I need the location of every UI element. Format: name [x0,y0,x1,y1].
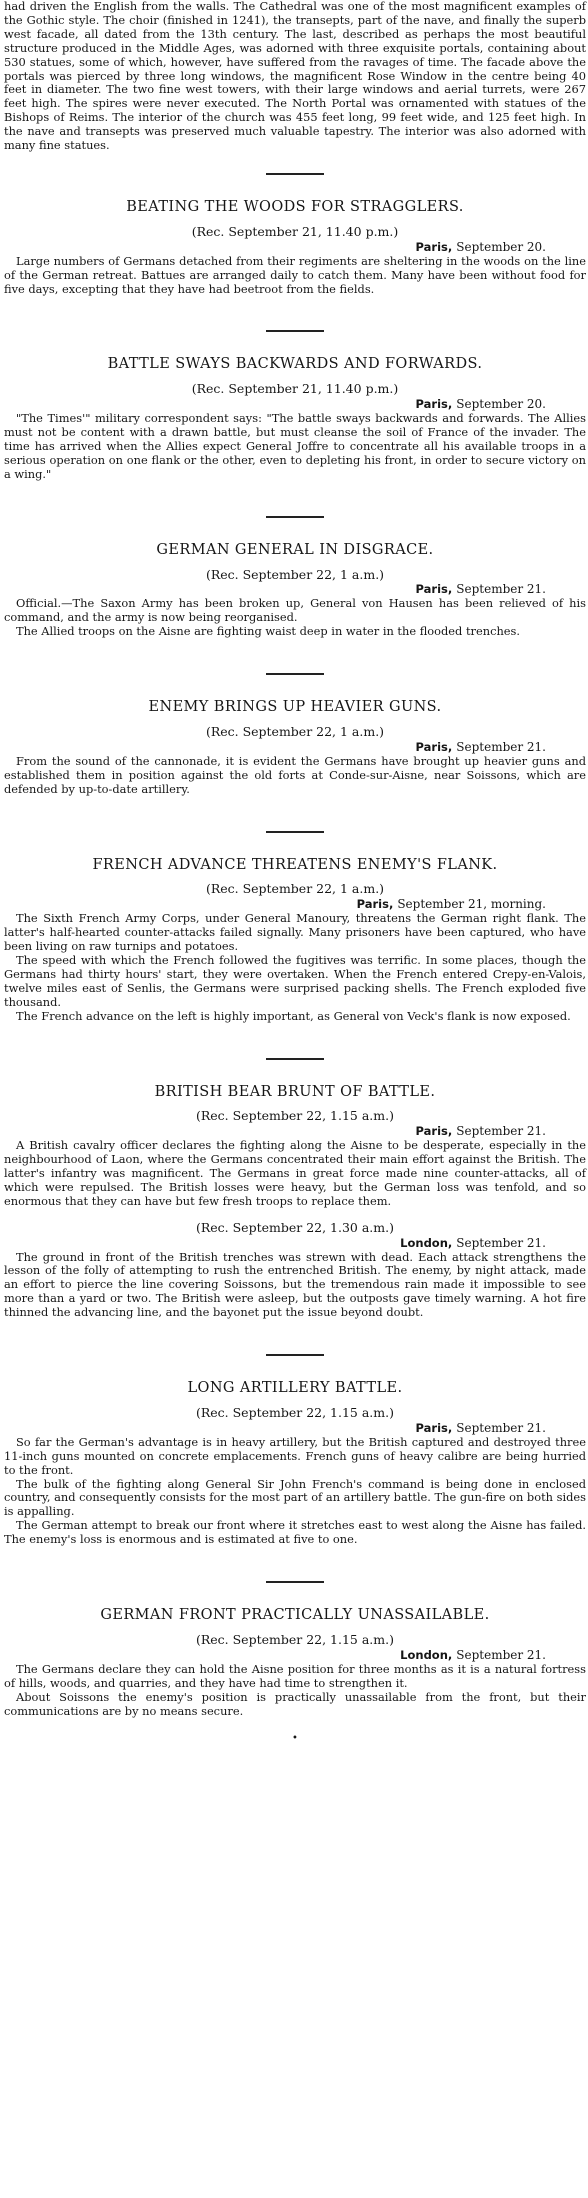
received-line: (Rec. September 21, 11.40 p.m.) [191,381,399,397]
article-paragraph: Official.—The Saxon Army has been broken up, General von Hausen has been relieved of his command, and the army is now being reorganised. [4,596,586,625]
section-rule [266,1354,324,1356]
article-heading: BRITISH BEAR BRUNT OF BATTLE. [154,1083,436,1100]
dateline [4,583,586,597]
article [4,1609,586,1718]
dateline-city: London, [400,1235,453,1250]
dateline-city: Paris, [415,739,453,754]
section-rule [266,516,324,518]
section-rule [266,173,324,175]
article [4,541,586,675]
dateline [4,1125,586,1139]
article-paragraph: So far the German's advantage is in heavy artillery, but the British captured and destroyed three 11-inch guns mounted on concrete emplacements. French guns of heavy calibre are being hurried to the front. [4,1434,586,1477]
section-rule [266,1058,324,1060]
dateline-date: September 21. [456,1235,546,1250]
dateline-date: September 21. [456,1124,546,1139]
dateline-city: Paris, [356,897,394,912]
article [4,856,586,1060]
dateline [4,1237,586,1251]
dateline [4,1649,586,1663]
article-paragraph: The Germans declare they can hold the Aisne position for three months as it is a natural fortress of hills, woods, and quarries, and they have had time to strengthen it. [4,1661,586,1690]
article-paragraph: The Allied troops on the Aisne are fighting waist deep in water in the flooded trenches. [16,624,520,639]
article-paragraph: The speed with which the French followed the fugitives was terrific. In some places, though the Germans had thirty hours' start, they were overtaken. When the French entered Crepy-en-Valois, twelve miles east of Senlis, the Germans were surprised packing shells. The French exploded five thousand. [4,952,586,1009]
dateline-date: September 20. [456,239,546,254]
received-line: (Rec. September 22, 1.15 a.m.) [195,1108,394,1124]
dateline-date: September 21. [456,1420,546,1435]
article [4,358,586,517]
dateline-date: September 20. [456,397,546,412]
dateline-date: September 21. [456,739,546,754]
section-rule [266,673,324,675]
article [4,1382,586,1583]
article-paragraph: The Sixth French Army Corps, under General Manoury, threatens the German right flank. The latter's half-hearted counter-attacks failed signally. Many prisoners have been captured, who have been living on raw turnips and potatoes. [4,911,586,954]
section-rule [266,330,324,332]
dateline-city: Paris, [415,239,453,254]
article [4,701,586,832]
end-ornament: • [292,1733,298,1745]
article-heading: GERMAN FRONT PRACTICALLY UNASSAILABLE. [100,1607,490,1624]
dateline-city: Paris, [415,1124,453,1139]
received-line: (Rec. September 22, 1 a.m.) [205,566,385,582]
dateline [4,241,586,255]
section-rule [266,831,324,833]
article-paragraph: About Soissons the enemy's position is practically unassailable from the front, but their communications are by no means secure. [4,1689,586,1718]
article-heading: FRENCH ADVANCE THREATENS ENEMY'S FLANK. [92,856,498,873]
article-paragraph: The French advance on the left is highly important, as General von Veck's flank is now exposed. [16,1008,571,1023]
dateline-city: Paris, [415,397,453,412]
article-heading: GERMAN GENERAL IN DISGRACE. [156,541,434,558]
article-heading: BEATING THE WOODS FOR STRAGGLERS. [126,198,464,215]
dateline-date: September 21. [456,1647,546,1662]
dateline-city: London, [400,1647,453,1662]
dateline [4,898,586,912]
article-paragraph: The ground in front of the British trenches was strewn with dead. Each attack strengthens the lesson of the folly of attempting to rush the entrenched British. The enemy, by night attack, made an effort to pierce the line covering Soissons, but the tremendous rain made it impossible to see more than a yard or two. The British were asleep, but the outposts gave timely warning. A hot fire thinned the advancing line, and the bayonet put the issue beyond doubt. [4,1249,586,1320]
received-line: (Rec. September 22, 1 a.m.) [205,881,385,897]
dateline [4,398,586,412]
article-heading: BATTLE SWAYS BACKWARDS AND FORWARDS. [107,356,483,373]
dateline [4,741,586,755]
article-paragraph: "The Times'" military correspondent says: "The battle sways backwards and forwards. The Allies must not be content with a drawn battle, but must cleanse the soil of France of the invader. The time has arrived when the Allies expect General Joffre to concentrate all his available troops in a serious operation on one flank or the other, even to depleting his front, in order to secure victory on a wing." [4,411,586,481]
articles [4,198,586,1718]
article [4,1083,586,1357]
dateline-date: September 21. [456,582,546,597]
article-heading: LONG ARTILLERY BATTLE. [187,1380,403,1397]
received-line: (Rec. September 22, 1.15 a.m.) [195,1405,394,1420]
article-paragraph: Large numbers of Germans detached from their regiments are sheltering in the woods on the line of the German retreat. Battues are arranged daily to catch them. Many have been without food for five days, excepting that they have had beetroot from the fields. [4,253,586,296]
dateline-city: Paris, [415,582,453,597]
received-line: (Rec. September 21, 11.40 p.m.) [191,223,399,239]
article [4,198,586,332]
section-rule [266,1581,324,1583]
received-line: (Rec. September 22, 1.30 a.m.) [195,1219,394,1235]
dateline [4,1422,586,1436]
received-line: (Rec. September 22, 1 a.m.) [205,724,385,739]
article-heading: ENEMY BRINGS UP HEAVIER GUNS. [148,699,442,716]
received-line: (Rec. September 22, 1.15 a.m.) [195,1631,394,1647]
dateline-city: Paris, [415,1420,453,1435]
article-paragraph: The German attempt to break our front where it stretches east to west along the Aisne has failed. The enemy's loss is enormous and is estimated at five to one. [4,1518,586,1547]
intro-paragraph: had driven the English from the walls. The Cathedral was one of the most magnificent examples of the Gothic style. The choir (finished in 1241), the transepts, part of the nave, and finally the superb west facade, all dated from the 13th century. The last, described as perhaps the most beautiful structure produced in the Middle Ages, was adorned with three exquisite portals, containing about 530 statues, some of which, however, have suffered from the ravages of time. The facade above the portals was pierced by three long windows, the magnificent Rose Window in the centre being 40 feet in diameter. The two fine west towers, with their large windows and aerial turrets, were 267 feet high. The spires were never executed. The North Portal was ornamented with statues of the Bishops of Reims. The interior of the church was 455 feet long, 99 feet wide, and 125 feet high. In the nave and transepts was preserved much valuable tapestry. The interior was also adorned with many fine statues. [4,0,586,153]
dateline-date: September 21, morning. [397,897,546,912]
article-paragraph: The bulk of the fighting along General Sir John French's command is being done in enclosed country, and consequently consists for the most part of an artillery battle. The gun-fire on both sides is appalling. [4,1476,586,1519]
article-paragraph: From the sound of the cannonade, it is evident the Germans have brought up heavier guns and established them in position against the old forts at Conde-sur-Aisne, near Soissons, which are defended by up-to-date artillery. [4,753,586,796]
article-paragraph: A British cavalry officer declares the fighting along the Aisne to be desperate, especially in the neighbourhood of Laon, where the Germans concentrated their main effort against the British. The latter's infantry was magnificent. The Germans in great force made nine counter-attacks, all of which were repulsed. The British losses were heavy, but the German loss was tenfold, and so enormous that they can have but few fresh troops to replace them. [4,1138,586,1208]
